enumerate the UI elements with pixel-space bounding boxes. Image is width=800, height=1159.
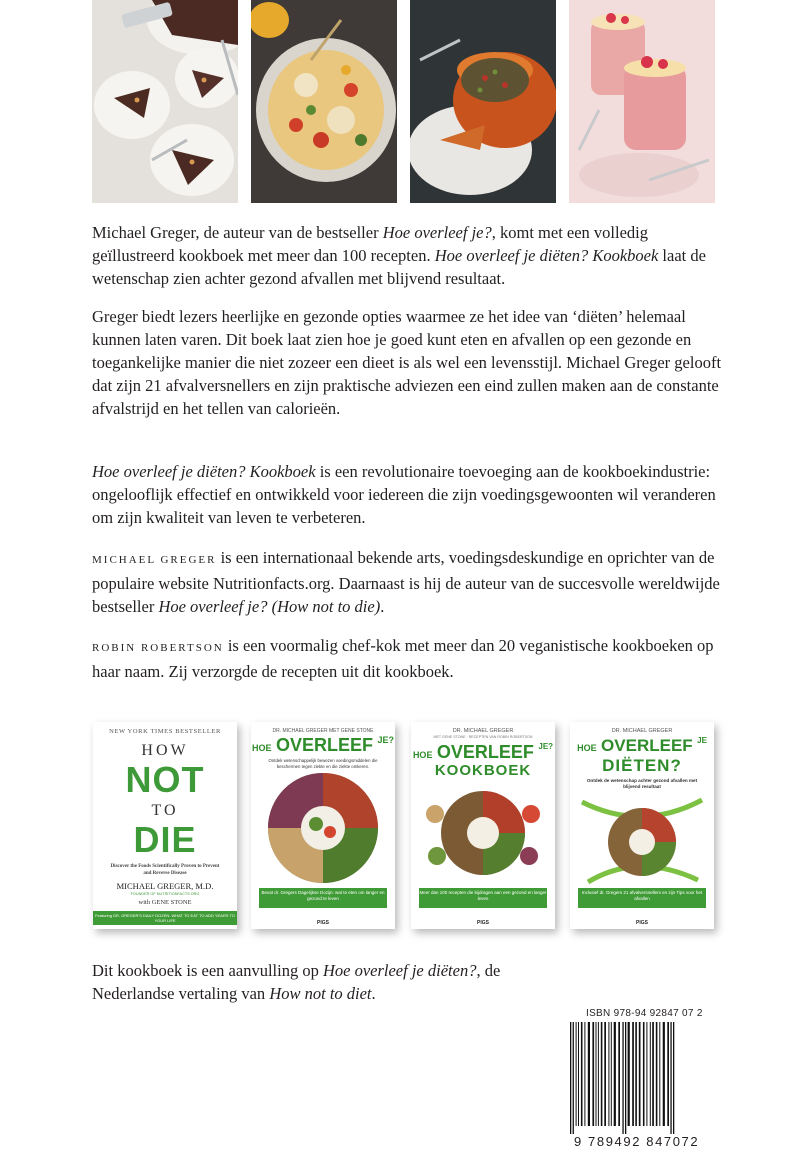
intro-text-3: laat de wetenschap zien achter gezond afvallen met blijvend resultaat. — [92, 246, 706, 288]
barcode-guard-bar — [670, 1022, 671, 1134]
intro-book-title-1: Hoe overleef je? — [382, 223, 492, 242]
cover-subtitle: Discover the Foods Scientifically Proven to Prevent and Reverse Disease — [110, 864, 220, 876]
author-greger-book-title: Hoe overleef je? (How not to die) — [158, 597, 381, 616]
revolution-book-title: Hoe overleef je diëten? Kookboek — [92, 462, 316, 481]
barcode-bar — [588, 1022, 590, 1126]
cover-word-die: DIE — [133, 819, 197, 860]
cover-title-overleef: OVERLEEF — [275, 735, 373, 755]
barcode-bar — [604, 1022, 606, 1126]
author-greger-text-2: . — [380, 597, 385, 616]
cover-founder: FOUNDER OF NUTRITIONFACTS.ORG — [130, 892, 200, 896]
barcode-bar — [639, 1022, 641, 1126]
barcode — [566, 1022, 708, 1134]
strawberry-dessert-photo — [569, 0, 715, 203]
supplement-text-2: , de Nederlandse vertaling van — [92, 961, 501, 1003]
barcode-bar — [628, 1022, 630, 1126]
book-cover-hoe-overleef-je — [251, 722, 395, 929]
cover-feature-band: Inclusief dr. Gregers 21 afvalversnellers en zijn Tips voor het afvallen — [578, 888, 706, 908]
barcode-guard-bar — [673, 1022, 674, 1134]
barcode-bar — [576, 1022, 577, 1126]
barcode-bar — [659, 1022, 660, 1126]
cover-word-how: HOW — [141, 742, 189, 759]
cover-authors: DR. MICHAEL GREGER — [452, 728, 514, 734]
cover-authors: DR. MICHAEL GREGER — [611, 728, 673, 734]
author-greger-name: MICHAEL GREGER — [92, 554, 217, 566]
barcode-bar — [592, 1022, 594, 1126]
cover-tagline: Ontdek de wetenschap achter gezond afvallen met blijvend resultaat — [586, 778, 698, 789]
barcode-bar — [608, 1022, 609, 1126]
book-cover-hoe-overleef-je-dieten — [570, 722, 714, 929]
supplement-text-3: . — [371, 984, 376, 1003]
author-greger-paragraph — [92, 546, 722, 618]
revolution-paragraph — [92, 460, 722, 529]
barcode-bar — [643, 1022, 645, 1126]
cover-title-hoe: HOE — [412, 750, 433, 760]
greger-paragraph: Greger biedt lezers heerlijke en gezonde opties waarmee ze het idee van ‘diëten’ helemaal kunnen laten varen. Dit boek laat zien hoe je goed kunt eten en afvallen op een gezonde en toegankelijke manier die niet zozeer een dieet is als wel een levensstijl. Michael Greger gelooft dat zijn 21 afvalversnellers en zijn praktische adviezen een eind zullen maken aan de constante afvalstrijd en het tellen van calorieën. — [92, 307, 722, 418]
intro-text-1: Michael Greger, de auteur van de bestseller — [92, 223, 383, 242]
barcode-guard-bar — [622, 1022, 623, 1134]
barcode-bar — [578, 1022, 579, 1126]
cover-word-not: NOT — [125, 759, 205, 800]
measuring-tape-food-illustration — [578, 792, 706, 886]
barcode-bar — [596, 1022, 597, 1126]
barcode-bar — [614, 1022, 616, 1126]
author-robertson-text: is een voormalig chef-kok met meer dan 20 veganistische kookboeken op haar naam. Zij verzorgde de recepten uit dit kookboek. — [92, 636, 714, 681]
cover-feature-band: Meer dan 100 recepten die bijdragen aan een gezond en langer leven — [419, 888, 547, 908]
intro-text-2: , komt met een volledig geïllustreerd kookboek met meer dan 100 recepten. — [92, 223, 649, 265]
cover-author: MICHAEL GREGER, M.D. — [116, 881, 214, 891]
cover-title — [411, 742, 555, 763]
barcode-bar — [584, 1022, 585, 1126]
cover-title-kookboek: KOOKBOEK — [434, 762, 532, 779]
cover-title-dieten: DIËTEN? — [602, 756, 682, 775]
cover-feature-band: Bevat dr. Gregers Dagelijkse Dozijn: wat te eten om langer en gezond te leven — [259, 888, 387, 908]
cover-feature-band: Featuring DR. GREGER'S DAILY DOZEN: WHAT TO EAT TO ADD YEARS TO YOUR LIFE — [93, 911, 237, 925]
barcode-bar — [635, 1022, 637, 1126]
bestseller-banner: NEW YORK TIMES BESTSELLER — [109, 728, 221, 735]
barcode-bar — [611, 1022, 612, 1126]
cover-title-overleef: OVERLEEF — [601, 736, 693, 755]
barcode-bar — [632, 1022, 634, 1126]
supplement-text-1: Dit kookboek is een aanvulling op — [92, 961, 323, 980]
barcode-digits: 9 789492 847072 — [574, 1134, 700, 1149]
publisher-logo: PIGS — [317, 920, 329, 926]
barcode-bar — [667, 1022, 669, 1126]
stuffed-pumpkin-photo — [410, 0, 556, 203]
cover-tagline: Ontdek wetenschappelijk bewezen voedingsmiddelen die beschermen tegen ziekte en die ziekte omkeren. — [268, 758, 378, 769]
cover-title-hoe: HOE — [577, 743, 597, 753]
barcode-bar — [652, 1022, 654, 1126]
supplement-paragraph — [92, 959, 572, 1005]
barcode-bar — [646, 1022, 647, 1126]
barcode-bar — [618, 1022, 620, 1126]
food-wheel-illustration — [267, 772, 379, 884]
author-robertson-name: ROBIN ROBERTSON — [92, 642, 224, 654]
cover-authors-secondary: MET GENE STONE · RECEPTEN VAN ROBIN ROBERTSON — [433, 735, 533, 739]
cover-coauthor: with GENE STONE — [138, 899, 192, 906]
supplement-book-title-1: Hoe overleef je diëten? — [322, 961, 477, 980]
intro-paragraph — [92, 221, 722, 290]
food-bowls-illustration — [425, 784, 541, 882]
barcode-bar — [656, 1022, 658, 1126]
barcode-bar — [598, 1022, 599, 1126]
book-cover-how-not-to-die — [93, 722, 237, 929]
cover-title-je: JE? — [377, 735, 394, 745]
cover-authors: DR. MICHAEL GREGER MET GENE STONE — [272, 728, 374, 734]
intro-book-title-2: Hoe overleef je diëten? Kookboek — [434, 246, 659, 265]
barcode-bar — [601, 1022, 603, 1126]
barcode-bar — [650, 1022, 651, 1126]
publisher-logo: PIGS — [477, 920, 489, 926]
cover-title-je: JE — [697, 736, 707, 745]
barcode-bar — [581, 1022, 583, 1126]
supplement-book-title-2: How not to diet — [269, 984, 372, 1003]
cover-title-overleef: OVERLEEF — [436, 742, 534, 762]
isbn-label: ISBN 978-94 92847 07 2 — [586, 1008, 703, 1019]
barcode-guard-bar — [573, 1022, 574, 1134]
author-greger-text-1: is een internationaal bekende arts, voedingsdeskundige en oprichter van de populaire website Nutritionfacts.org. Daarnaast is hij de auteur van de succesvolle wereldwijde bestseller — [92, 548, 720, 616]
author-robertson-paragraph — [92, 634, 722, 683]
cover-title-je: JE? — [538, 742, 554, 751]
publisher-logo: PIGS — [636, 920, 648, 926]
cover-title — [570, 736, 714, 756]
cover-title-hoe: HOE — [252, 743, 272, 753]
revolution-text: is een revolutionaire toevoeging aan de kookboekindustrie: ongelooflijk effectief en ontwikkeld voor iedereen die zijn voedingsgewoonten wil veranderen om zijn kwaliteit van leven te verbeteren. — [92, 462, 716, 527]
barcode-guard-bar — [625, 1022, 626, 1134]
roasted-vegetables-photo — [251, 0, 397, 203]
barcode-guard-bar — [570, 1022, 571, 1134]
chocolate-cake-photo — [92, 0, 238, 203]
book-cover-hoe-overleef-je-kookboek — [411, 722, 555, 929]
cover-title — [251, 735, 395, 756]
barcode-bar — [663, 1022, 665, 1126]
cover-word-to: TO — [151, 802, 179, 819]
